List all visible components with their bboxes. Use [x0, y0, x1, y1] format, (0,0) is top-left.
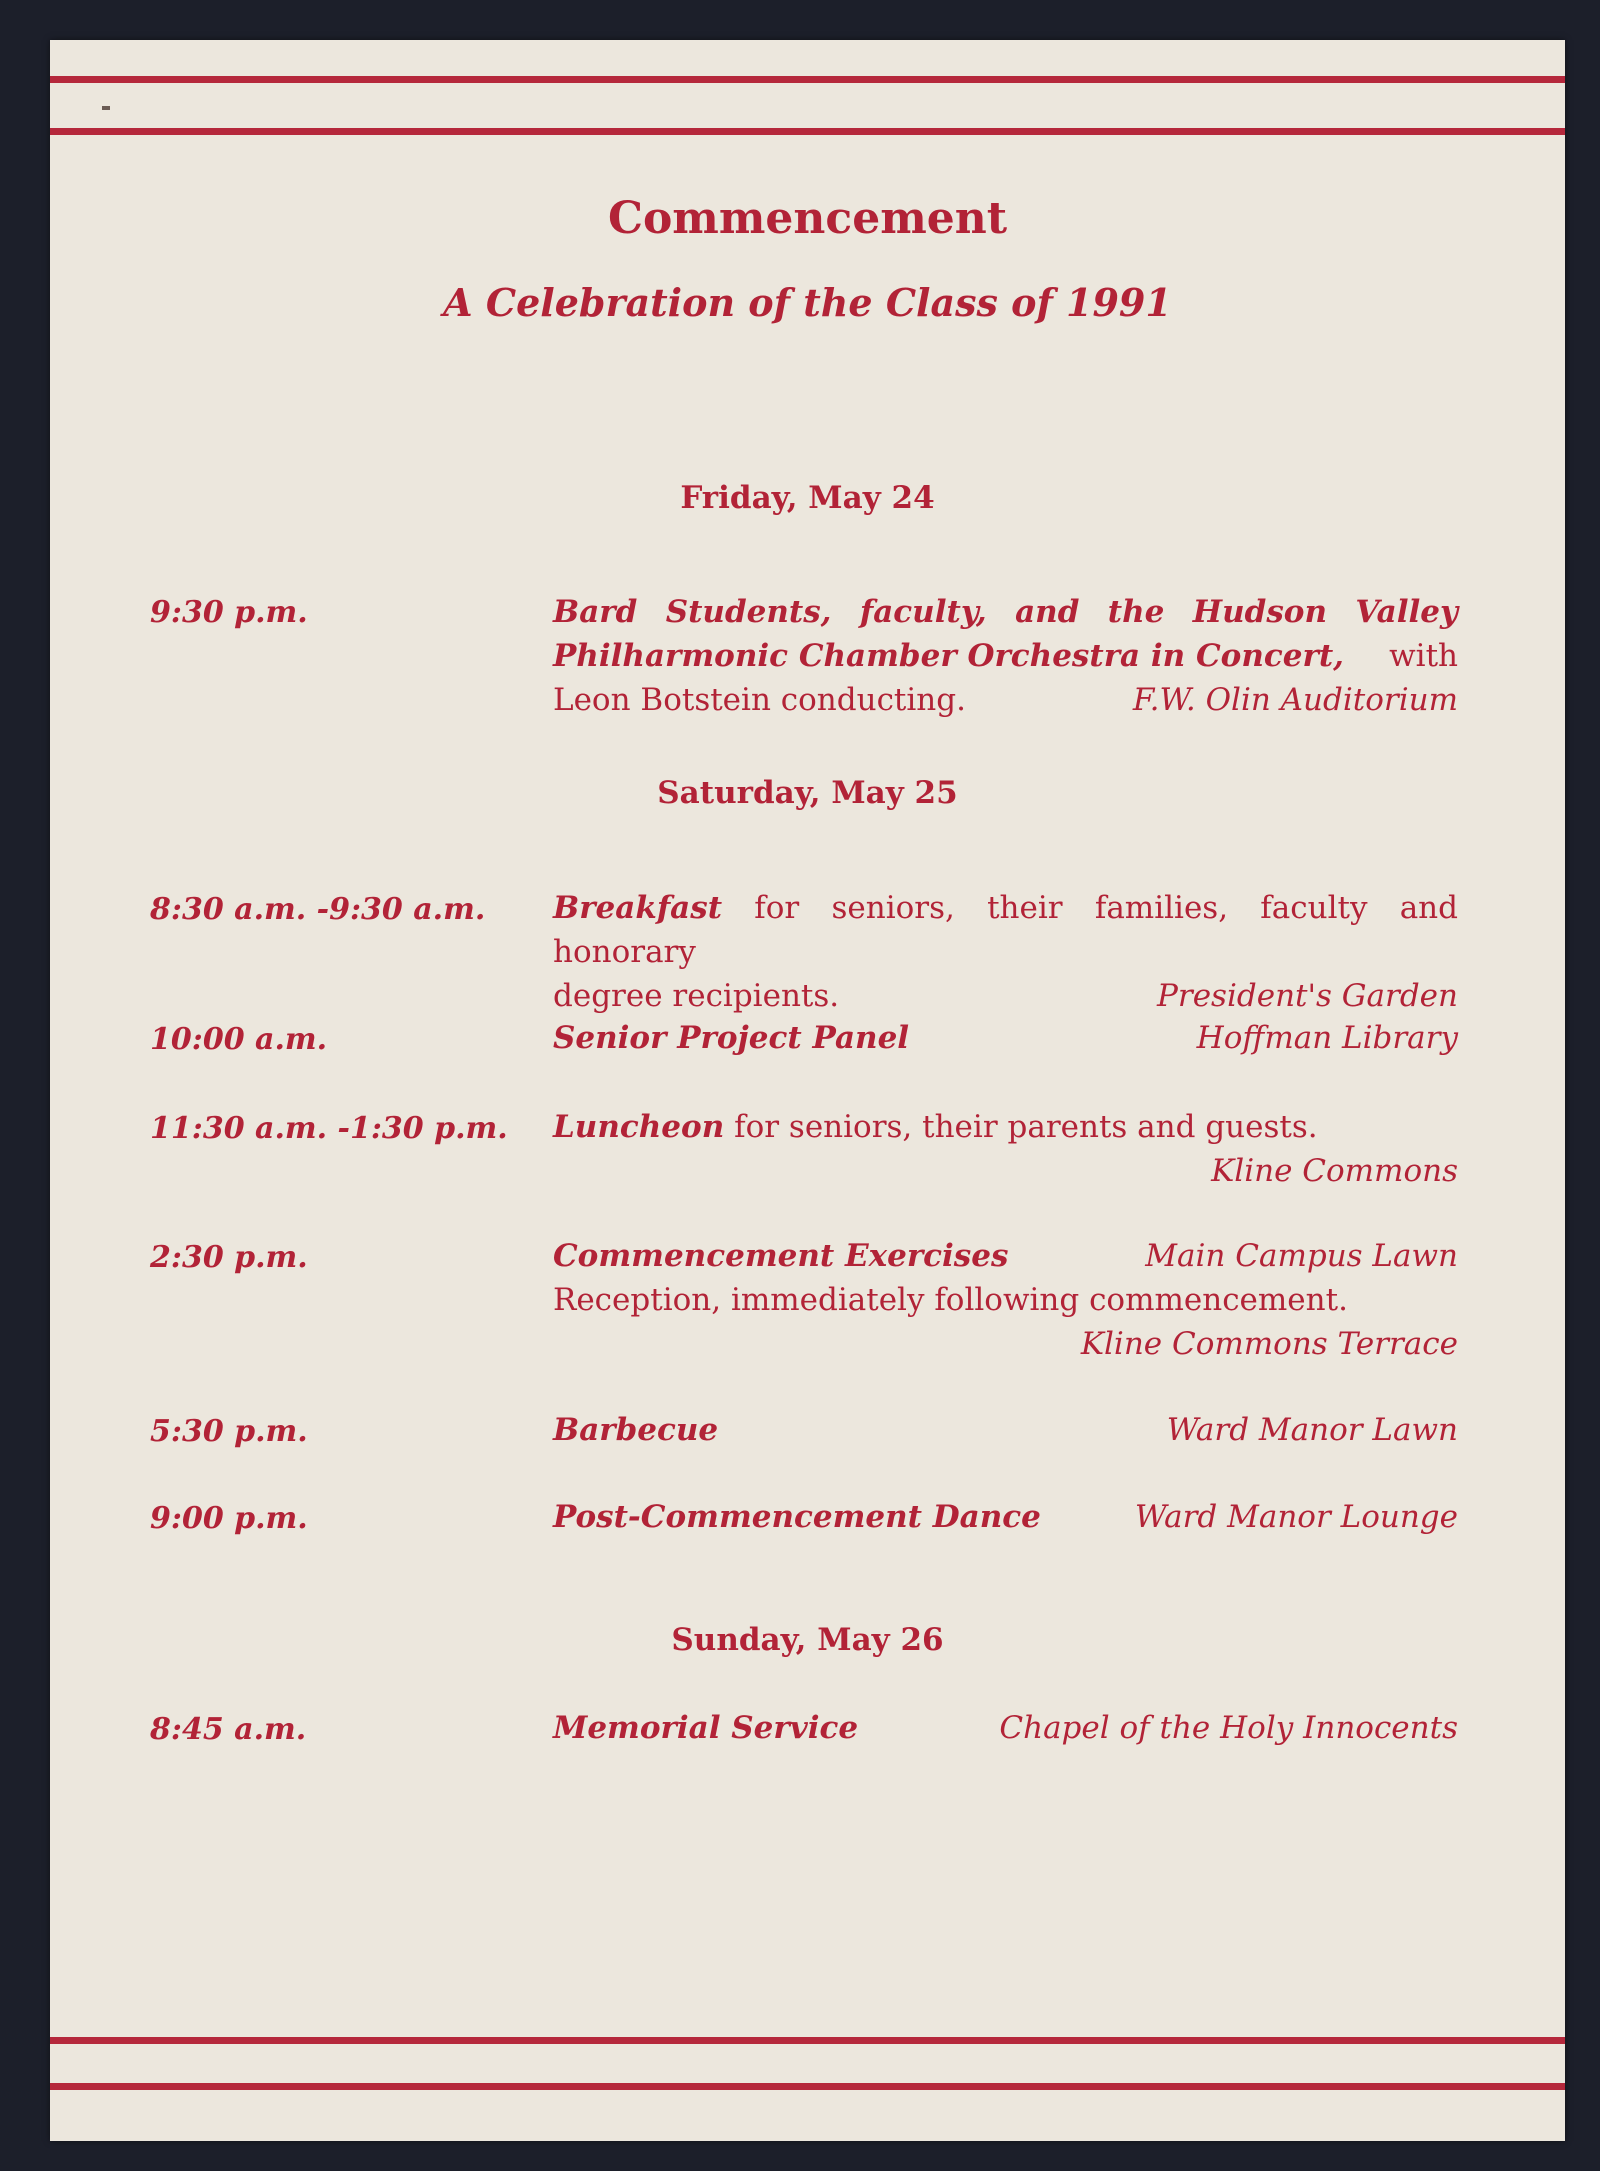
event-location: Kline Commons Terrace [1080, 1326, 1458, 1362]
event-name: Breakfast [553, 890, 723, 926]
event-time: 8:45 a.m. [150, 1712, 307, 1747]
event-name: Barbecue [553, 1412, 719, 1448]
event-name: Senior Project Panel [553, 1020, 910, 1056]
event-desc-line [553, 974, 1458, 1018]
event-desc: with [1389, 638, 1458, 674]
event-time: 9:30 p.m. [150, 595, 308, 630]
bottom-rule-1 [50, 2037, 1565, 2044]
event-desc: for seniors, their families, faculty and honorary [553, 890, 1458, 970]
event-desc-line [553, 1105, 1458, 1149]
event-name: Luncheon [553, 1109, 725, 1145]
event-location: Hoffman Library [1196, 1020, 1458, 1056]
event-time: 2:30 p.m. [150, 1240, 308, 1275]
event-desc: Leon Botstein conducting. [553, 682, 966, 718]
event-dance [553, 1495, 1458, 1539]
event-commencement-exercises [553, 1234, 1458, 1366]
event-name-line: Bard Students, faculty, and the Hudson Valley [553, 594, 1458, 630]
event-desc: Reception, immediately following commencement. [553, 1282, 1348, 1318]
top-rule-1 [50, 76, 1565, 83]
event-concert [553, 590, 1458, 722]
event-desc: degree recipients. [553, 978, 840, 1014]
event-desc: for seniors, their parents and guests. [734, 1109, 1318, 1145]
event-location: Chapel of the Holy Innocents [999, 1710, 1458, 1746]
event-breakfast [553, 886, 1458, 1018]
day-heading-saturday: Saturday, May 25 [657, 775, 958, 811]
top-rule-2 [50, 128, 1565, 135]
event-name: Post-Commencement Dance [553, 1499, 1041, 1535]
event-barbecue [553, 1408, 1458, 1452]
event-location: Kline Commons [1211, 1153, 1458, 1189]
program-page [50, 40, 1565, 2141]
day-heading-sunday: Sunday, May 26 [671, 1622, 944, 1658]
event-time: 11:30 a.m. -1:30 p.m. [150, 1111, 508, 1146]
bottom-rule-2 [50, 2083, 1565, 2090]
event-location: President's Garden [1157, 978, 1458, 1014]
event-time: 5:30 p.m. [150, 1414, 308, 1449]
event-desc-line [553, 886, 1458, 974]
event-name: Memorial Service [553, 1710, 859, 1746]
event-memorial-service [553, 1706, 1458, 1750]
event-name: Commencement Exercises [553, 1238, 1009, 1274]
event-luncheon [553, 1105, 1458, 1193]
page-title: Commencement [607, 193, 1008, 244]
page-subtitle: A Celebration of the Class of 1991 [443, 280, 1172, 325]
event-time: 8:30 a.m. -9:30 a.m. [150, 892, 486, 927]
event-location: Main Campus Lawn [1145, 1238, 1458, 1274]
event-name-line [553, 634, 1458, 678]
event-location: Ward Manor Lounge [1134, 1499, 1458, 1535]
event-desc-line [553, 678, 1458, 722]
event-location: F.W. Olin Auditorium [1132, 682, 1458, 718]
paper-speck [102, 106, 110, 110]
event-name: Philharmonic Chamber Orchestra in Concert, [553, 638, 1344, 674]
event-time: 10:00 a.m. [150, 1022, 328, 1057]
day-heading-friday: Friday, May 24 [680, 480, 935, 516]
event-time: 9:00 p.m. [150, 1501, 308, 1536]
event-senior-project-panel [553, 1016, 1458, 1060]
event-location: Ward Manor Lawn [1166, 1412, 1458, 1448]
